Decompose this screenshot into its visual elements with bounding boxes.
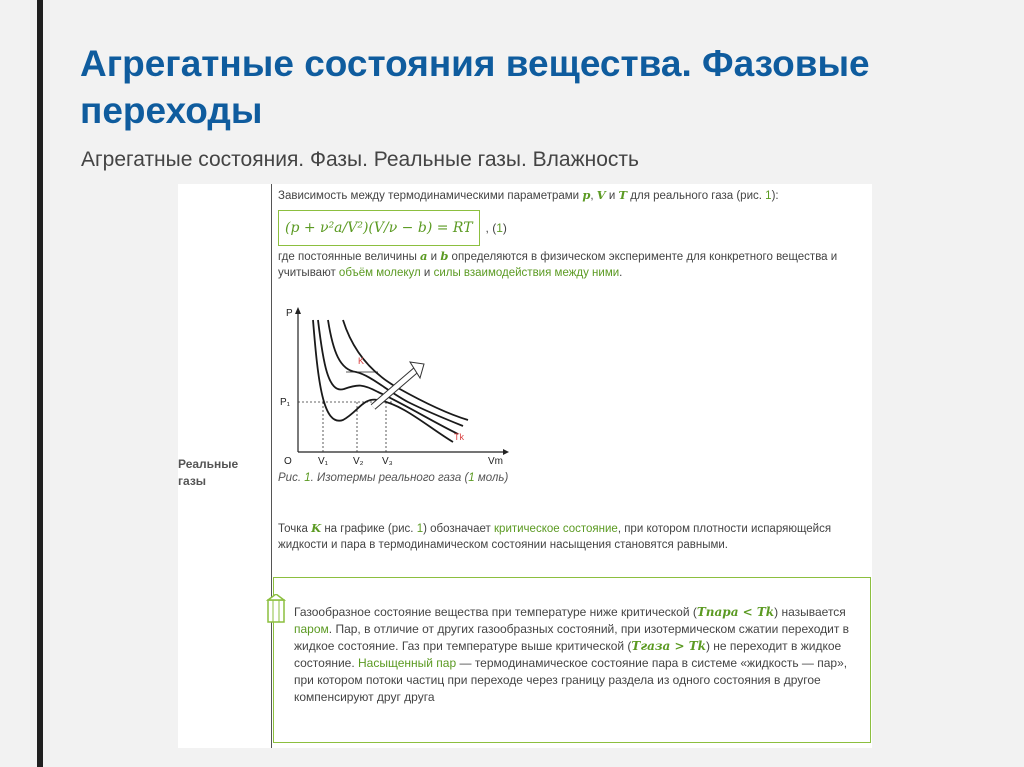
link-vapor[interactable]: паром (294, 622, 329, 636)
constants-text: где постоянные величины a и b определяются в физическом эксперименте для конкретного вещества и учитывают объём молекул и силы взаимодействия между ними. (278, 249, 838, 279)
p1-label: P₁ (280, 397, 291, 408)
k-label: K (358, 356, 365, 366)
intro-block (278, 187, 868, 281)
origin-label: O (284, 456, 292, 467)
left-accent-bar (37, 0, 43, 767)
tk-label: Tk (454, 432, 464, 442)
y-axis-arrow (295, 307, 301, 314)
link-saturated-vapor[interactable]: Насыщенный пар (358, 656, 457, 670)
critical-point-text: Точка K на графике (рис. 1) обозначает критическое состояние, при котором плотности испаряющейся жидкости и пара в термодинамическом состоянии насыщения становятся равными. (278, 520, 832, 551)
isotherm-graph (278, 302, 518, 472)
x-axis-arrow (503, 449, 509, 455)
link-critical-state[interactable]: критическое состояние (494, 522, 618, 535)
vapor-definition-text: Газообразное состояние вещества при температуре ниже критической (Tпара < Tk) называется паром. Пар, в отличие от других газообразных состояний, при изотермическом сжатии переходит в жидкое состояние. Газ при температуре выше критической (Tгаза > Tk) не переходит в жидкое состояние. Насыщенный пар — термодинамическое состояние пара в системе «жидкость — пар», при котором потоки частиц при переходе через границу раздела из одного состояния в другое компенсируют друг друга (294, 605, 850, 704)
v2-label: V₂ (353, 456, 364, 467)
slide-title: Агрегатные состояния вещества. Фазовые переходы (80, 43, 870, 131)
link-molecule-volume[interactable]: объём молекул (338, 267, 421, 279)
pencil-icon (266, 594, 286, 626)
content-card (178, 184, 872, 748)
v1-label: V₁ (318, 456, 329, 467)
v3-label: V₃ (382, 456, 393, 467)
slide-subtitle: Агрегатные состояния. Фазы. Реальные газы. Влажность (81, 148, 639, 171)
intro-text: Зависимость между термодинамическими параметрами p, V и T для реального газа (рис. 1): (278, 188, 779, 202)
van-der-waals-formula: (p + ν²a/V²)(V/ν − b) = RT (278, 210, 480, 246)
link-interaction-forces[interactable]: силы взаимодействия между ними (433, 267, 620, 279)
row-label: Реальные газы (178, 457, 239, 488)
y-axis-label: P (286, 308, 293, 319)
formula-row (278, 208, 868, 248)
definition-box (273, 577, 871, 743)
isotherm-mid (318, 320, 458, 434)
formula-number: , (1) (485, 221, 507, 235)
figure-caption: Рис. 1. Изотермы реального газа (1 моль) (278, 472, 509, 484)
column-divider (271, 184, 272, 748)
x-axis-label: Vm (488, 456, 503, 467)
isotherm-low (313, 320, 453, 442)
